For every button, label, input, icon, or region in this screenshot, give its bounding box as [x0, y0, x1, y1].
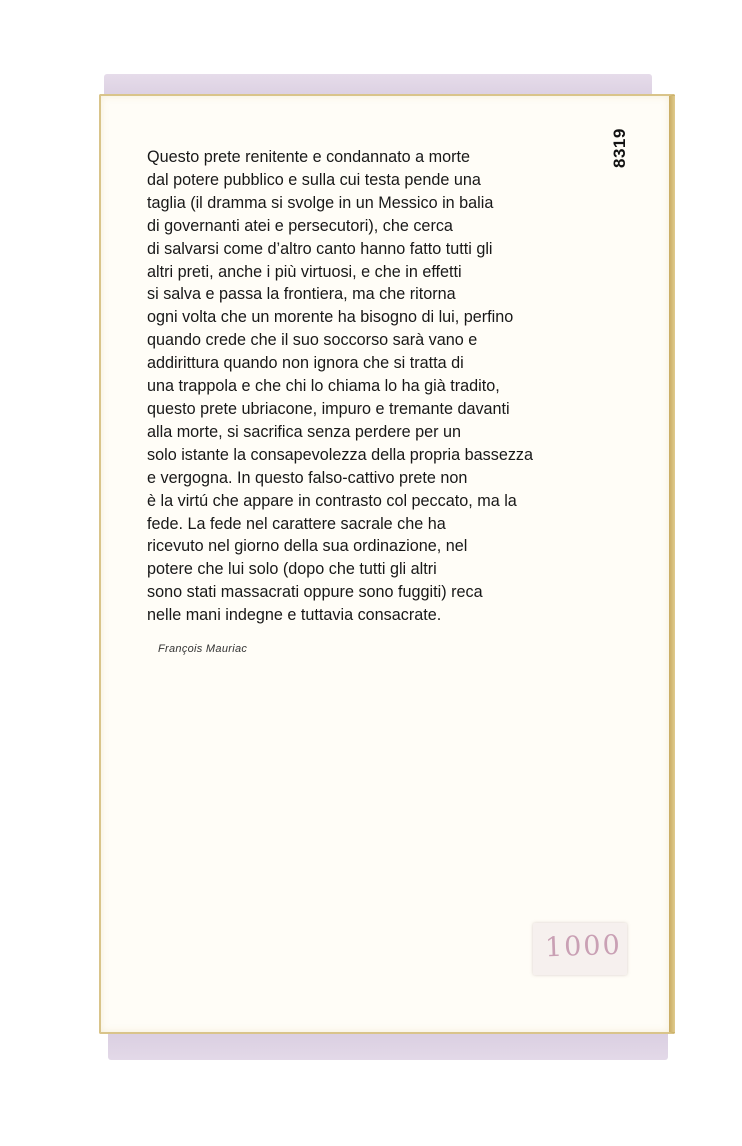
blurb-line: è la virtú che appare in contrasto col peccato, ma la	[147, 491, 517, 510]
blurb-text	[147, 146, 617, 627]
blurb-line: questo prete ubriacone, impuro e tremante davanti	[147, 399, 510, 418]
blurb-line: nelle mani indegne e tuttavia consacrate.	[147, 606, 442, 625]
blurb-line: alla morte, si sacrifica senza perdere per un	[147, 422, 462, 441]
blurb-line: di governanti atei e persecutori), che cerca	[147, 216, 453, 235]
blurb-line: potere che lui solo (dopo che tutti gli altri	[147, 560, 437, 579]
blurb-line: solo istante la consapevolezza della propria bassezza	[147, 445, 534, 464]
blurb-line: e vergogna. In questo falso-cattivo prete non	[147, 468, 468, 487]
author-signature: François Mauriac	[158, 643, 248, 655]
blurb-line: ogni volta che un morente ha bisogno di lui, perfino	[147, 308, 514, 327]
blurb-line: addirittura quando non ignora che si tratta di	[147, 354, 464, 373]
blurb-line: una trappola e che chi lo chiama lo ha già tradito,	[147, 377, 500, 396]
blurb-line: ricevuto nel giorno della sua ordinazione, nel	[147, 537, 468, 556]
blurb-line: sono stati massacrati oppure sono fuggiti) reca	[147, 583, 483, 602]
price-sticker	[533, 923, 627, 975]
blurb-line: altri preti, anche i più virtuosi, e che in effetti	[147, 262, 462, 281]
blurb-line: dal potere pubblico e sulla cui testa pende una	[147, 170, 481, 189]
blurb-line: si salva e passa la frontiera, ma che ritorna	[147, 285, 456, 304]
blurb-line: quando crede che il suo soccorso sarà vano e	[147, 331, 478, 350]
blurb-line: di salvarsi come d’altro canto hanno fatto tutti gli	[147, 239, 493, 258]
price-label: 1000	[544, 929, 623, 964]
book-back-cover	[99, 94, 675, 1034]
blurb-line: taglia (il dramma si svolge in un Messico in balia	[147, 193, 494, 212]
blurb-line: Questo prete renitente e condannato a morte	[147, 148, 471, 166]
page-edge	[669, 96, 675, 1032]
catalog-number: 8319	[610, 128, 629, 168]
blurb-line: fede. La fede nel carattere sacrale che ha	[147, 514, 446, 533]
